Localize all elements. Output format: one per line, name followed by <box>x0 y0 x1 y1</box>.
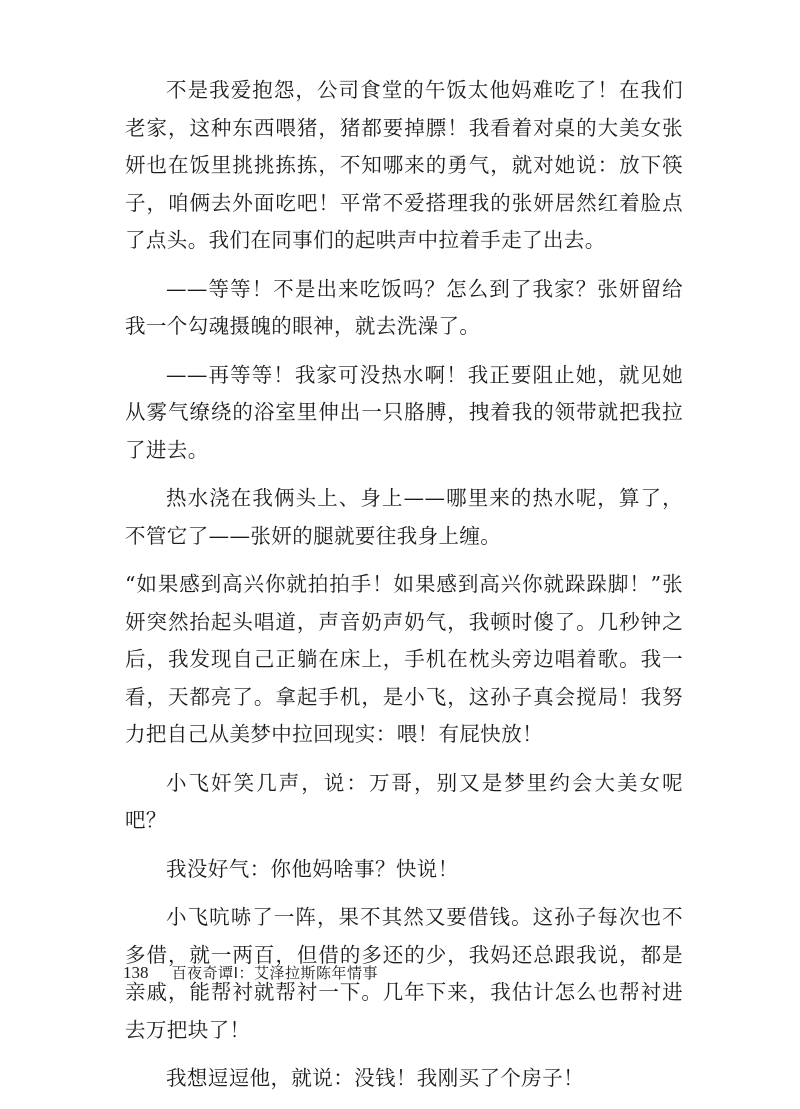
paragraph: 我想逗逗他，就说：没钱！我刚买了个房子！ <box>166 1066 584 1090</box>
paragraph: “如果感到高兴你就拍拍手！如果感到高兴你就跺跺脚！”张妍突然抬起头唱道，声音奶声奶气，我顿时傻了。几秒钟之后，我发现自己正躺在床上，手机在枕头旁边唱着歌。我一看，天都亮了。拿起手机，是小飞，这孙子真会搅局！我努力把自己从美梦中拉回现实：喂！有屁快放！ <box>125 572 683 746</box>
book-title: 百夜奇谭Ⅰ：艾泽拉斯陈年情事 <box>171 964 379 982</box>
paragraph: 热水浇在我俩头上、身上——哪里来的热水呢，算了，不管它了——张妍的腿就要往我身上缠。 <box>125 486 683 548</box>
page-footer <box>123 963 378 983</box>
paragraph: 小飞奸笑几声，说：万哥，别又是梦里约会大美女呢吧？ <box>125 770 683 832</box>
body-text <box>125 72 683 1109</box>
paragraph: 不是我爱抱怨，公司食堂的午饭太他妈难吃了！在我们老家，这种东西喂猪，猪都要掉膘！我看着对桌的大美女张妍也在饭里挑挑拣拣，不知哪来的勇气，就对她说：放下筷子，咱俩去外面吃吧！平常不爱搭理我的张妍居然红着脸点了点头。我们在同事们的起哄声中拉着手走了出去。 <box>125 78 683 252</box>
paragraph: 小飞吭哧了一阵，果不其然又要借钱。这孙子每次也不多借，就一两百，但借的多还的少，我妈还总跟我说，都是亲戚，能帮衬就帮衬一下。几年下来，我估计怎么也帮衬进去万把块了！ <box>125 905 683 1042</box>
paragraph: ——再等等！我家可没热水啊！我正要阻止她，就见她从雾气缭绕的浴室里伸出一只胳膊，拽着我的领带就把我拉了进去。 <box>125 362 683 462</box>
paragraph: ——等等！不是出来吃饭吗？怎么到了我家？张妍留给我一个勾魂摄魄的眼神，就去洗澡了。 <box>125 276 683 338</box>
page-number: 138 <box>123 963 149 982</box>
paragraph: 我没好气：你他妈啥事？快说！ <box>166 856 459 881</box>
